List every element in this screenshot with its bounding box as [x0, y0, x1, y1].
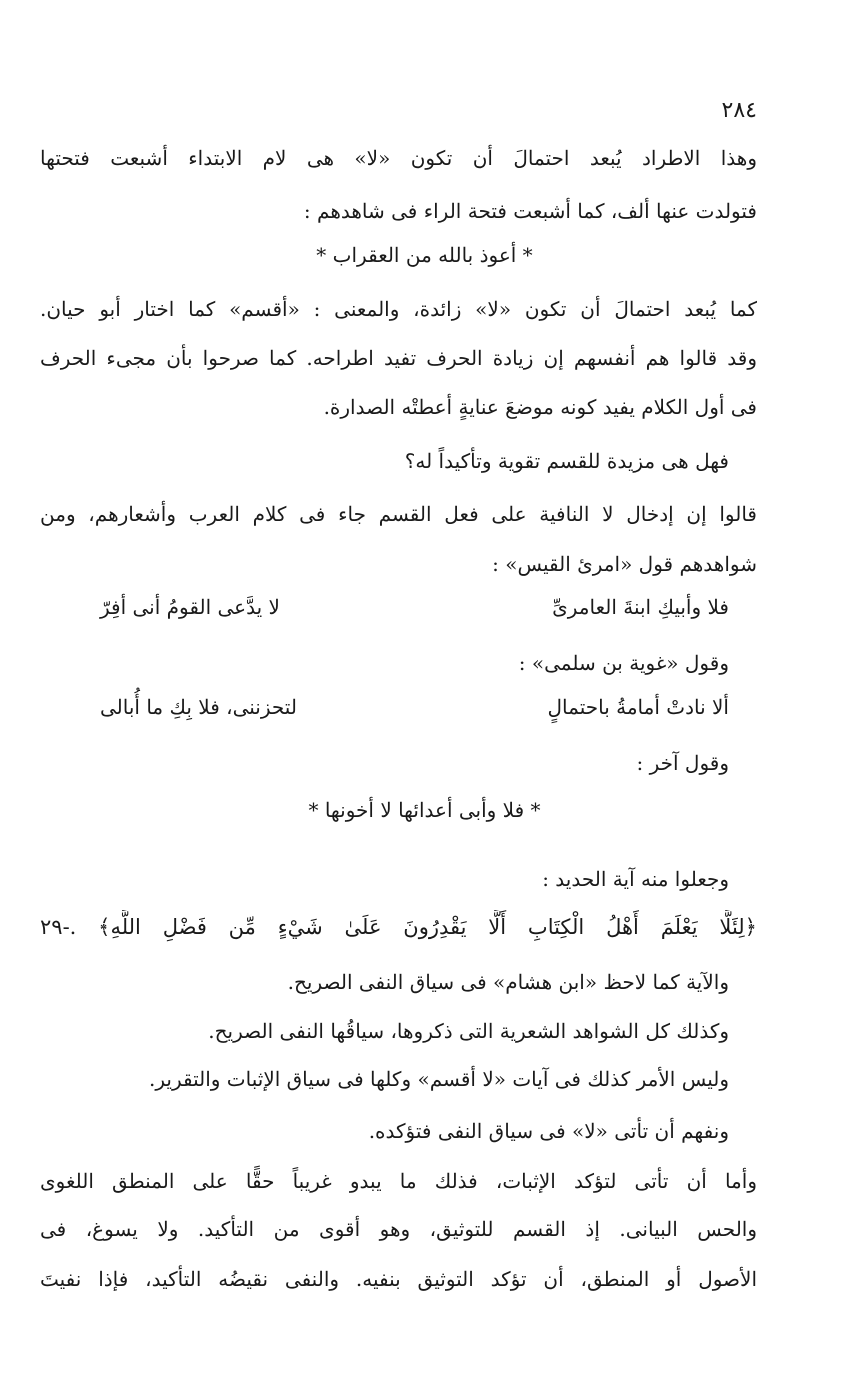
text-line: وقد قالوا هم أنفسهم إن زيادة الحرف تفيد اطراحه. كما صرحوا بأن مجىء الحرف	[40, 346, 757, 370]
text-line: والحس البيانى. إذ القسم للتوثيق، وهو أقوى من التأكيد. ولا يسوغ، فى	[40, 1217, 757, 1241]
verse-first-hemistich: فلا وأبيكِ ابنةَ العامرىِّ	[552, 595, 729, 619]
text-line: كما يُبعد احتمالَ أن تكون «لا» زائدة، والمعنى : «أقسم» كما اختار أبو حيان.	[40, 297, 757, 321]
text-line: وجعلوا منه آية الحديد :	[542, 867, 729, 891]
text-line: فتولدت عنها ألف، كما أشبعت فتحة الراء فى شاهدهم :	[303, 199, 757, 223]
text-line: فى أول الكلام يفيد كونه موضعَ عنايةٍ أعطتْه الصدارة.	[323, 395, 757, 419]
text-line: قالوا إن إدخال لا النافية على فعل القسم جاء فى كلام العرب وأشعارهم، ومن	[40, 502, 757, 526]
text-line: شواهدهم قول «امرئ القيس» :	[492, 552, 757, 576]
poetry-verse	[100, 590, 729, 624]
poetry-verse	[100, 690, 729, 724]
text-line: وقول «غوية بن سلمى» :	[518, 651, 729, 675]
page-number: ٢٨٤	[721, 98, 757, 123]
quoted-verse: * أعوذ بالله من العقراب *	[316, 243, 533, 267]
text-line: وليس الأمر كذلك فى آيات «لا أقسم» وكلها فى سياق الإثبات والتقرير.	[148, 1067, 729, 1091]
text-line: وقول آخر :	[636, 751, 729, 775]
text-line: وكذلك كل الشواهد الشعرية التى ذكروها، سياقُها النفى الصريح.	[208, 1019, 729, 1043]
verse-second-hemistich: لا يدَّعى القومُ أنى أفِرّ	[100, 595, 280, 619]
quoted-verse: * فلا وأبى أعدائها لا أخونها *	[308, 798, 541, 822]
text-line: وهذا الاطراد يُبعد احتمالَ أن تكون «لا» هى لام الابتداء أشبعت فتحتها	[40, 146, 757, 170]
quran-verse: ﴿لِئَلَّا يَعْلَمَ أَهْلُ الْكِتَابِ أَلَّا يَقْدِرُونَ عَلَىٰ شَيْءٍ مِّن فَضْلِ اللَّهِ﴾ .-٢٩	[40, 915, 757, 939]
text-line: وأما أن تأتى لتؤكد الإثبات، فذلك ما يبدو غريباً حقًّا على المنطق اللغوى	[40, 1169, 757, 1193]
verse-first-hemistich: ألا نادتْ أمامةُ باحتمالٍ	[547, 695, 729, 719]
text-line: فهل هى مزيدة للقسم تقوية وتأكيداً له؟	[404, 449, 729, 473]
text-line: ونفهم أن تأتى «لا» فى سياق النفى فتؤكده.	[368, 1119, 729, 1143]
text-line: الأصول أو المنطق، أن تؤكد التوثيق بنفيه. والنفى نقيضُه التأكيد، فإذا نفيتَ	[40, 1267, 757, 1291]
text-line: والآية كما لاحظ «ابن هشام» فى سياق النفى الصريح.	[287, 970, 729, 994]
verse-second-hemistich: لتحزننى، فلا بِكِ ما أُبالى	[100, 695, 297, 719]
